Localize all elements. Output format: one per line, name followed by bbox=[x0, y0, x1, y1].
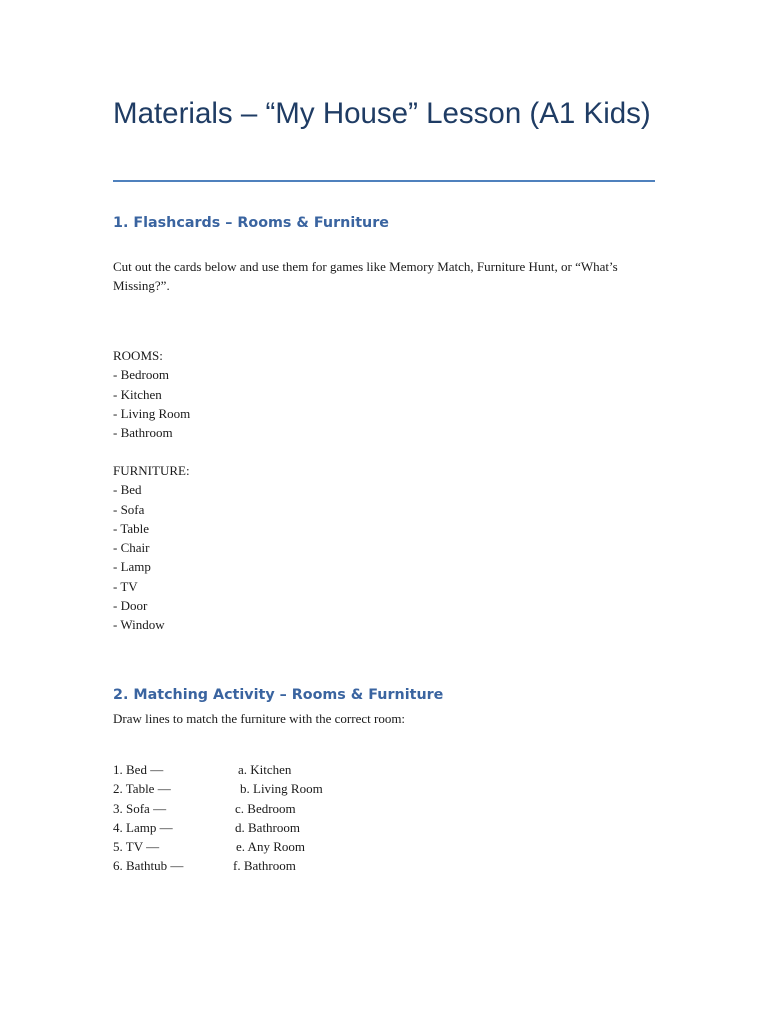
matching-room-item: f. Bathroom bbox=[233, 858, 296, 874]
list-item: - Sofa bbox=[113, 501, 145, 517]
matching-room-item: e. Any Room bbox=[236, 839, 305, 855]
title-underline bbox=[113, 180, 655, 182]
matching-row bbox=[113, 779, 413, 798]
furniture-label: FURNITURE: bbox=[113, 463, 190, 478]
furniture-list bbox=[113, 461, 190, 635]
page-title: Materials – “My House” Lesson (A1 Kids) bbox=[113, 97, 651, 130]
section-heading-flashcards: 1. Flashcards – Rooms & Furniture bbox=[113, 215, 389, 231]
list-item: - Bathroom bbox=[113, 425, 173, 441]
matching-table bbox=[113, 760, 413, 876]
matching-furniture-item: 2. Table — bbox=[113, 781, 171, 797]
rooms-list bbox=[113, 346, 190, 442]
matching-room-item: b. Living Room bbox=[240, 781, 323, 797]
matching-row bbox=[113, 760, 413, 779]
document-page bbox=[113, 0, 655, 1024]
matching-row bbox=[113, 799, 413, 818]
list-item: - Bedroom bbox=[113, 367, 169, 383]
matching-furniture-item: 1. Bed — bbox=[113, 762, 164, 777]
matching-room-item: c. Bedroom bbox=[235, 800, 296, 816]
list-item: - Chair bbox=[113, 540, 150, 556]
list-item: - Window bbox=[113, 617, 165, 633]
list-item: - TV bbox=[113, 578, 138, 594]
flashcards-intro: Cut out the cards below and use them for games like Memory Match, Furniture Hunt, or “What’s Missing?”. bbox=[113, 259, 618, 294]
list-item: - Bed bbox=[113, 482, 142, 498]
matching-furniture-item: 5. TV — bbox=[113, 839, 160, 855]
matching-row bbox=[113, 856, 413, 875]
matching-furniture-item: 3. Sofa — bbox=[113, 800, 167, 816]
matching-row bbox=[113, 837, 413, 856]
section-heading-matching: 2. Matching Activity – Rooms & Furniture bbox=[113, 687, 444, 703]
rooms-label: ROOMS: bbox=[113, 348, 163, 363]
list-item: - Table bbox=[113, 520, 150, 536]
list-item: - Living Room bbox=[113, 405, 191, 421]
matching-row bbox=[113, 818, 413, 837]
matching-furniture-item: 4. Lamp — bbox=[113, 819, 173, 835]
matching-room-item: d. Bathroom bbox=[235, 819, 300, 835]
list-item: - Lamp bbox=[113, 559, 151, 575]
matching-furniture-item: 6. Bathtub — bbox=[113, 858, 184, 874]
list-item: - Kitchen bbox=[113, 386, 162, 402]
matching-instruction: Draw lines to match the furniture with the correct room: bbox=[113, 711, 406, 726]
matching-room-item: a. Kitchen bbox=[238, 762, 292, 777]
list-item: - Door bbox=[113, 598, 148, 614]
